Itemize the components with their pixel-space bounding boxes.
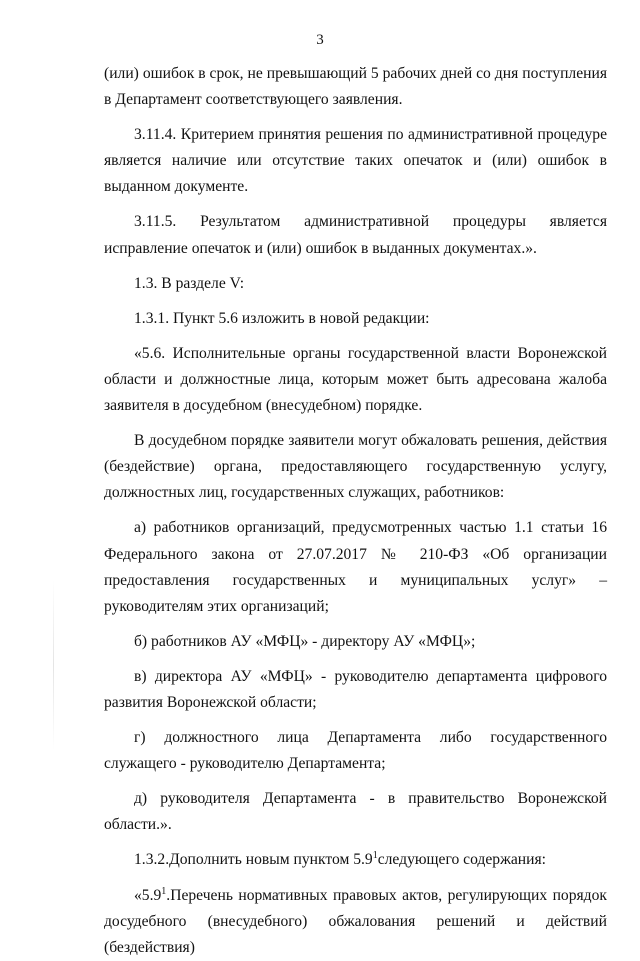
paragraph: (или) ошибок в срок, не превышающий 5 рабочих дней со дня поступления в Департамент соответствующего заявления. [104, 65, 607, 109]
paragraph: б) работников АУ «МФЦ» - директору АУ «МФЦ»; [134, 632, 476, 650]
paragraph: в) директора АУ «МФЦ» - руководителю департамента цифрового развития Воронежской области; [104, 667, 607, 711]
paragraph: В досудебном порядке заявители могут обжаловать решения, действия (бездействие) органа, предоставляющего государственную услугу, должностных лиц, государственных служащих, работников: [104, 432, 607, 502]
document-body [104, 61, 607, 961]
paragraph: г) должностного лица Департамента либо государственного служащего - руководителю Департамента; [104, 729, 607, 773]
paragraph: 1.3.1. Пункт 5.6 изложить в новой редакции: [134, 309, 430, 327]
paragraph: 3.11.4. Критерием принятия решения по административной процедуре является наличие или отсутствие таких опечаток и (или) ошибок в выданном документе. [104, 126, 607, 196]
paragraph-with-superscript [104, 883, 607, 961]
paragraph: «5.6. Исполнительные органы государственной власти Воронежской области и должностные лица, которым может быть адресована жалоба заявителя в досудебном (внесудебном) порядке. [104, 344, 607, 415]
paragraph-text: 1.3.2.Дополнить новым пунктом 5.9 [134, 851, 373, 869]
paragraph: д) руководителя Департамента - в правительство Воронежской области.». [104, 790, 607, 834]
paragraph-text: следующего содержания: [377, 851, 546, 869]
superscript: 1 [372, 850, 378, 862]
paragraph: 1.3. В разделе V: [134, 274, 245, 292]
paragraph-with-superscript [104, 847, 607, 873]
paragraph: 3.11.5. Результатом административной процедуры является исправление опечаток и (или) ошибок в выданных документах.». [104, 213, 607, 257]
paragraph-text: .Перечень нормативных правовых актов, регулирующих порядок досудебного (внесудебного) обжалования решений и действий (бездействия) [104, 886, 607, 956]
paragraph: а) работников организаций, предусмотренных частью 1.1 статьи 16 Федерального закона от 27.07.2017 № 210-ФЗ «Об организации предоставления государственных и муниципальных услуг» – руководителям этих организаций; [104, 519, 607, 615]
scan-margin-mark [53, 580, 54, 750]
superscript: 1 [161, 885, 167, 897]
page-number: 3 [316, 32, 324, 48]
paragraph-text: «5.9 [134, 886, 162, 904]
